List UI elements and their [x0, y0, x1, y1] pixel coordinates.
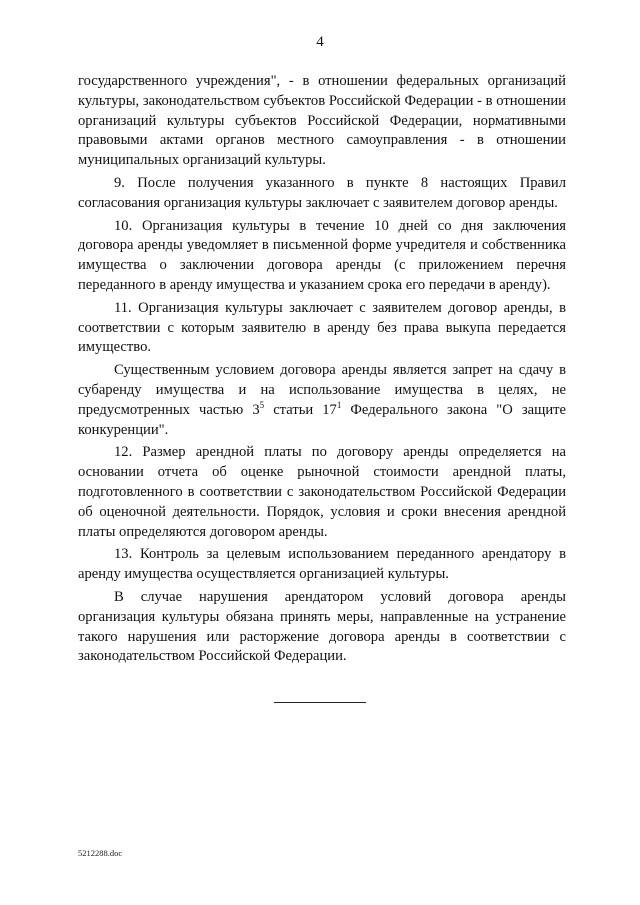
paragraph-item-9: 9. После получения указанного в пункте 8 настоящих Правил согласования организация культуры заключает с заявителем договор аренды. [78, 174, 566, 211]
paragraph-item-13: 13. Контроль за целевым использованием переданного арендатору в аренду имущества осуществляется организацией культуры. [78, 546, 566, 583]
paragraph-essential-condition-law: Федерального закона "О защите конкуренции". [78, 401, 566, 438]
paragraph-essential-condition [78, 361, 566, 440]
page-number: 4 [316, 34, 324, 50]
superscript-article-number: 1 [336, 399, 342, 410]
paragraph-item-11: 11. Организация культуры заключает с заявителем договор аренды, в соответствии с которым заявителю в аренду без права выкупа передается имущество. [78, 299, 566, 356]
paragraph-essential-condition-article: статьи 17 [264, 401, 337, 418]
end-of-text-rule [274, 702, 366, 703]
paragraph-item-10: 10. Организация культуры в течение 10 дней со дня заключения договора аренды уведомляет в письменной форме учредителя и собственника имущества о заключении договора аренды (с приложением перечня переданного в аренду имущества и указанием срока его передачи в аренду). [78, 217, 566, 293]
document-body [78, 72, 566, 670]
paragraph-item-12: 12. Размер арендной платы по договору аренды определяется на основании отчета об оценке рыночной стоимости арендной платы, подготовленного в соответствии с законодательством Российской Федерации об оценочной деятельности. Порядок, условия и сроки внесения арендной платы определяются договором аренды. [78, 444, 566, 540]
paragraph-essential-condition-text: Существенным условием договора аренды является запрет на сдачу в субаренду имущества и на использование имущества в целях, не предусмотренных частью 3 [78, 362, 566, 418]
paragraph-violation: В случае нарушения арендатором условий договора аренды организация культуры обязана принять меры, направленные на устранение такого нарушения или расторжение договора аренды в соответствии с законодательством Российской Федерации. [78, 588, 566, 665]
footer-filename: 5212288.doc [78, 848, 123, 858]
paragraph-continuation: государственного учреждения", - в отношении федеральных организаций культуры, законодательством субъектов Российской Федерации - в отношении организаций культуры субъектов Российской Федерации, нормативными правовыми актами органов местного самоуправления - в отношении муниципальных организаций культуры. [78, 73, 566, 169]
superscript-part-number: 5 [259, 399, 265, 410]
